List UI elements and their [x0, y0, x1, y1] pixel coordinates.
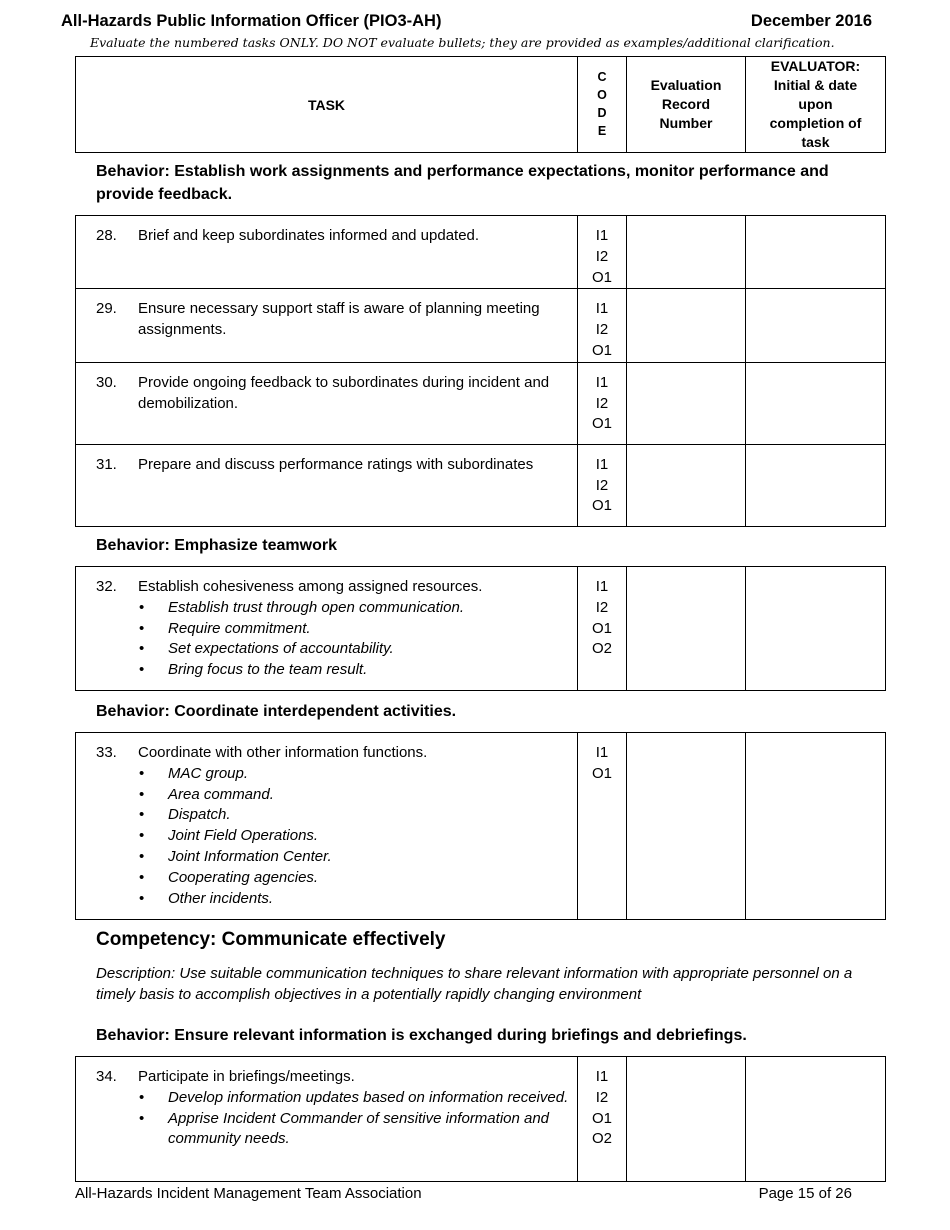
task-number: 30.: [96, 373, 117, 391]
behavior-heading: Behavior: Ensure relevant information is exchanged during briefings and debriefings.: [96, 1027, 747, 1044]
bullet-item: • Cooperating agencies.: [138, 868, 569, 889]
bullet-item: • Joint Field Operations.: [138, 826, 569, 847]
footer-organization: All-Hazards Incident Management Team Association: [75, 1185, 422, 1202]
evaluator-initial-cell[interactable]: [746, 567, 886, 691]
evaluation-record-cell[interactable]: [627, 216, 746, 289]
behavior-heading: Behavior: Coordinate interdependent activities.: [96, 703, 457, 720]
evaluation-record-column-header: Evaluation Record Number: [627, 57, 746, 153]
bullet-item: • Set expectations of accountability.: [138, 639, 569, 660]
competency-heading: Competency: Communicate effectively: [96, 929, 446, 950]
task-row: [76, 567, 886, 691]
task-number: 31.: [96, 455, 117, 473]
task-number: 33.: [96, 744, 117, 761]
task-row: [76, 362, 886, 444]
evaluation-record-cell[interactable]: [627, 444, 746, 526]
behavior-heading: Behavior: Establish work assignments and performance expectations, monitor performance and provide feedback.: [96, 163, 829, 203]
evaluation-instruction: Evaluate the numbered tasks ONLY. DO NOT evaluate bullets; they are provided as examples/additional clarification.: [90, 35, 835, 50]
evaluation-record-cell[interactable]: [627, 362, 746, 444]
competency-description: Description: Use suitable communication techniques to share relevant information with appropriate personnel on a timely basis to accomplish objectives in a potentially rapidly changing environment: [96, 965, 853, 1003]
document-date: December 2016: [750, 12, 872, 30]
document-title: All-Hazards Public Information Officer (PIO3-AH): [61, 12, 442, 30]
task-text: Brief and keep subordinates informed and updated.: [138, 227, 480, 244]
evaluation-record-cell[interactable]: [627, 733, 746, 920]
task-bullets: [96, 1088, 569, 1150]
bullet-item: • Dispatch.: [138, 805, 569, 826]
task-bullets: [96, 764, 569, 910]
task-text: Establish cohesiveness among assigned resources.: [138, 578, 483, 595]
task-bullets: [96, 598, 569, 681]
task-row: [76, 444, 886, 526]
task-codes: I1 I2 O1: [578, 289, 627, 362]
evaluator-initial-cell[interactable]: [746, 289, 886, 362]
task-table: [75, 1056, 886, 1182]
bullet-item: • MAC group.: [138, 764, 569, 785]
evaluator-initial-cell[interactable]: [746, 216, 886, 289]
bullet-item: • Area command.: [138, 785, 569, 806]
task-codes: I1 I2 O1: [578, 362, 627, 444]
task-row: [76, 216, 886, 289]
task-row: [76, 733, 886, 920]
task-text: Prepare and discuss performance ratings with subordinates: [138, 455, 534, 473]
bullet-item: • Joint Information Center.: [138, 847, 569, 868]
evaluation-record-cell[interactable]: [627, 567, 746, 691]
task-codes: I1 O1: [578, 733, 627, 920]
task-text: Ensure necessary support staff is aware of planning meeting assignments.: [138, 300, 540, 339]
task-table: [75, 215, 886, 527]
evaluator-initial-cell[interactable]: [746, 362, 886, 444]
bullet-item: • Require commitment.: [138, 619, 569, 640]
task-codes: I1 I2 O1 O2: [578, 567, 627, 691]
evaluator-initial-cell[interactable]: [746, 1057, 886, 1182]
bullet-item: • Develop information updates based on information received.: [138, 1088, 569, 1109]
behavior-heading: Behavior: Emphasize teamwork: [96, 537, 337, 554]
bullet-item: • Other incidents.: [138, 889, 569, 910]
bullet-item: • Bring focus to the team result.: [138, 660, 569, 681]
task-table: [75, 732, 886, 920]
table-header: [75, 56, 886, 153]
task-row: [76, 1057, 886, 1182]
task-text: Participate in briefings/meetings.: [138, 1068, 355, 1085]
task-number: 32.: [96, 578, 117, 595]
task-column-header: TASK: [76, 57, 578, 153]
task-table: [75, 566, 886, 691]
task-codes: I1 I2 O1: [578, 216, 627, 289]
task-text: Coordinate with other information functions.: [138, 744, 428, 761]
task-codes: I1 I2 O1 O2: [578, 1057, 627, 1182]
evaluator-initial-cell[interactable]: [746, 444, 886, 526]
code-column-header: C O D E: [578, 57, 627, 153]
task-row: [76, 289, 886, 362]
bullet-item: • Establish trust through open communication.: [138, 598, 569, 619]
task-number: 29.: [96, 300, 117, 318]
evaluator-column-header: EVALUATOR: Initial & date upon completion of task: [746, 57, 886, 153]
evaluator-initial-cell[interactable]: [746, 733, 886, 920]
bullet-item: • Apprise Incident Commander of sensitive information and community needs.: [138, 1109, 569, 1151]
task-codes: I1 I2 O1: [578, 444, 627, 526]
task-text: Provide ongoing feedback to subordinates during incident and demobilization.: [138, 373, 550, 412]
task-number: 34.: [96, 1068, 117, 1085]
evaluation-record-cell[interactable]: [627, 289, 746, 362]
footer-page-number: Page 15 of 26: [758, 1185, 852, 1202]
task-number: 28.: [96, 227, 117, 244]
evaluation-record-cell[interactable]: [627, 1057, 746, 1182]
